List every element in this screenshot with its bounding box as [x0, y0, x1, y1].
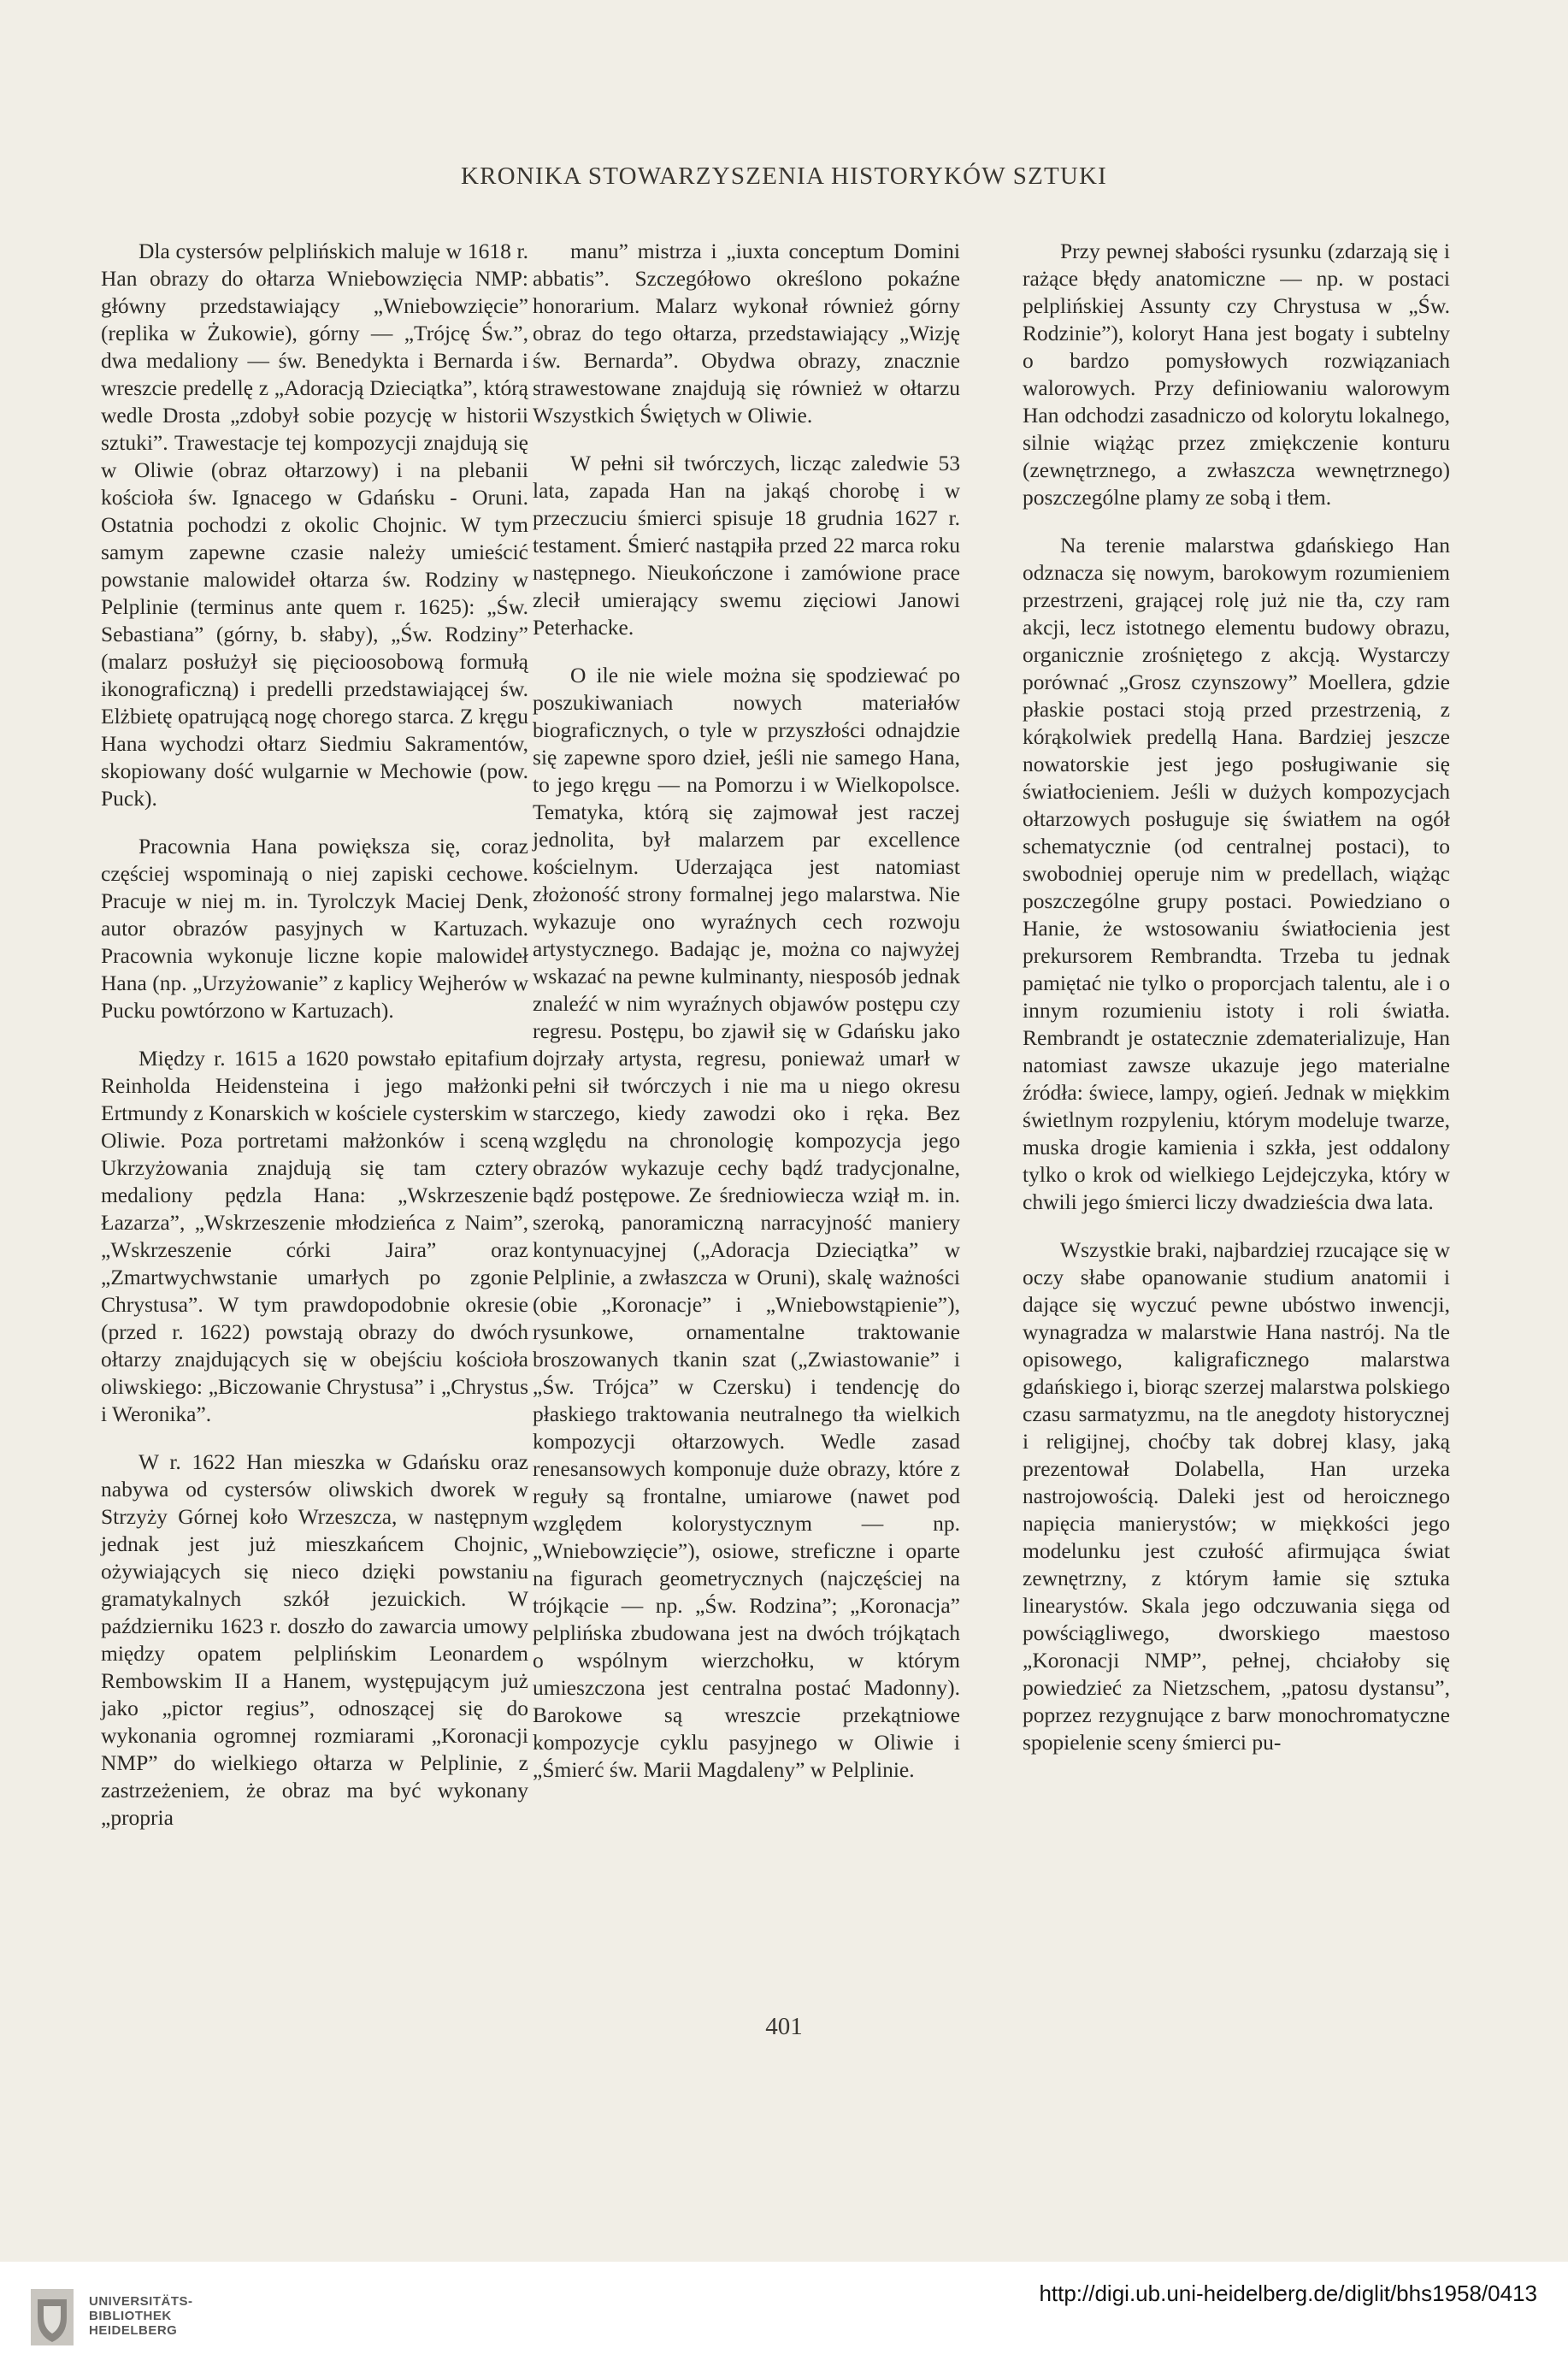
running-header: KRONIKA STOWARZYSZENIA HISTORYKÓW SZTUKI [460, 162, 1108, 190]
paragraph: W pełni sił twórczych, licząc zaledwie 53 lata, zapada Han na jakąś chorobę i w przeczuciu śmierci spisuje 18 grudnia 1627 r. testament. Śmierć nastąpiła przed 22 marca roku następnego. Nieukończone i zamówione prace zlecił umierający swemu zięciowi Janowi Peterhacke. [533, 451, 960, 640]
paragraph: manu” mistrza i „iuxta conceptum Domini abbatis”. Szczegółowo określono pokaźne honorarium. Malarz wykonał również górny obraz do tego ołtarza, przedstawiający „Wizję św. Bernarda”. Obydwa obrazy, znacznie strawestowane znajdują się również w ołtarzu Wszystkich Świętych w Oliwie. [533, 239, 960, 428]
paragraph: O ile nie wiele można się spodziewać po poszukiwaniach nowych materiałów biograficznych, o tyle w przyszłości odnajdzie się zapewne sporo dzieł, jeśli nie samego Hana, to jego kręgu — na Pomorzu i w Wielkopolsce. Tematyka, którą się zajmował jest raczej jednolita, był malarzem par excellence kościelnym. Uderzająca jest natomiast złożoność strony formalnej jego malarstwa. Nie wykazuje ono wyraźnych cech rozwoju artystycznego. Badając je, można co najwyżej wskazać na pewne kulminanty, niesposób jednak znaleźć w nim wyraźnych objawów postępu czy regresu. Postępu, bo zjawił się w Gdańsku jako dojrzały artysta, regresu, ponieważ umarł w pełni sił twórczych i nie ma u niego okresu starczego, kiedy zawodzi oko i ręka. Bez względu na chronologię kompozycja jego obrazów wykazuje cechy bądź tradycjonalne, bądź postępowe. Ze średniowiecza wziął m. in. szeroką, panoramiczną narracyjność maniery kontynuacyjnej („Adoracja Dzieciątka” w Pelplinie, a zwłaszcza w Oruni), skalę ważności (obie „Koronacje” i „Wniebowstąpienie”), rysunkowe, ornamentalne traktowanie broszowanych tkanin szat („Zwiastowanie” i „Św. Trójca” w Czersku) i tendencję do płaskiego traktowania neutralnego tła wielkich kompozycji ołtarzowych. Wedle zasad renesansowych komponuje duże obrazy, które z reguły są frontalne, umiarowe (nawet pod względem kolorystycznym — np. „Wniebowzięcie”), osiowe, streficzne i oparte na figurach geometrycznych (najczęściej na trójkącie — np. „Św. Rodzina”; „Koronacja” pelplińska zbudowana jest na dwóch trójkątach o wspólnym wierzchołku, w którym umieszczona jest centralna postać Madonny). Barokowe są wreszcie przekątniowe kompozycje cyklu pasyjnego w Oliwie i „Śmierć św. Marii Magdaleny” w Pelplinie. [533, 663, 960, 1782]
university-library-logo-icon[interactable] [29, 2287, 75, 2347]
library-name-line: HEIDELBERG [89, 2323, 178, 2338]
paragraph: W r. 1622 Han mieszka w Gdańsku oraz nabywa od cystersów oliwskich dworek w Strzyży Górnej koło Wrzeszcza, w następnym jednak jest już mieszkańcem Chojnic, ożywiających się nieco dzięki powstaniu gramatykalnych szkół jezuickich. W październiku 1623 r. doszło do zawarcia umowy między opatem pelplińskim Leonardem Rembowskim II a Hanem, występującym już jako „pictor regius”, odnoszącej się do wykonania ogromnej rozmiarami „Koronacji NMP” do wielkiego ołtarza w Pelplinie, z zastrzeżeniem, że obraz ma być wykonany „propria [101, 1449, 528, 1830]
text-column-1 [101, 238, 528, 1852]
paragraph: Między r. 1615 a 1620 powstało epitafium Reinholda Heidensteina i jego małżonki Ertmundy z Konarskich w kościele cysterskim w Oliwie. Poza portretami małżonków i sceną Ukrzyżowania znajdują się tam cztery medaliony pędzla Hana: „Wskrzeszenie Łazarza”, „Wskrzeszenie młodzieńca z Naim”, „Wskrzeszenie córki Jaira” oraz „Zmartwychwstanie umarłych po zgonie Chrystusa”. W tym prawdopodobnie okresie (przed r. 1622) powstają obrazy do dwóch ołtarzy znajdujących się w obejściu kościoła oliwskiego: „Biczowanie Chrystusa” i „Chrystus i Weronika”. [101, 1046, 528, 1426]
library-name [89, 2294, 193, 2338]
page-number: 401 [765, 2013, 803, 2040]
library-name-line: BIBLIOTHEK [89, 2309, 172, 2323]
text-column-2 [533, 238, 960, 1804]
footer-bar [0, 2262, 1568, 2366]
paragraph: Przy pewnej słabości rysunku (zdarzają się i rażące błędy anatomiczne — np. w postaci pelplińskiej Assunty czy Chrystusa w „Św. Rodzinie”), koloryt Hana jest bogaty i subtelny o bardzo pomysłowych rozwiązaniach walorowych. Przy definiowaniu walorowym Han odchodzi zasadniczo od kolorytu lokalnego, silnie wiążąc przez zmiękczenie konturu (zewnętrznego, a zwłaszcza wewnętrznego) poszczególne plamy ze sobą i tłem. [1023, 239, 1450, 510]
paragraph: Dla cystersów pelplińskich maluje w 1618 r. Han obrazy do ołtarza Wniebowzięcia NMP: główny przedstawiający „Wniebowzięcie” (replika w Żukowie), górny — „Trójcę Św.”, dwa medaliony — św. Benedykta i Bernarda i wreszcie predellę z „Adoracją Dzieciątka”, którą wedle Drosta „zdobył sobie pozycję w historii sztuki”. Trawestacje tej kompozycji znajdują się w Oliwie (obraz ołtarzowy) i na plebanii kościoła św. Ignacego w Gdańsku - Oruni. Ostatnia pochodzi z okolic Chojnic. W tym samym zapewne czasie należy umieścić powstanie malowideł ołtarza św. Rodziny w Pelplinie (terminus ante quem r. 1625): „Św. Sebastiana” (górny, b. słaby), „Św. Rodziny” (malarz posłużył się pięcioosobową formułą ikonograficzną) i predelli przedstawiającej św. Elżbietę opatrującą nogę chorego starca. Z kręgu Hana wychodzi ołtarz Siedmiu Sakramentów, skopiowany dość wulgarnie w Mechowie (pow. Puck). [101, 239, 528, 811]
text-column-3 [1023, 238, 1450, 1777]
paragraph: Pracownia Hana powiększa się, coraz częściej wspominają o niej zapiski cechowe. Pracuje w niej m. in. Tyrolczyk Maciej Denk, autor obrazów pasyjnych w Kartuzach. Pracownia wykonuje liczne kopie malowideł Hana (np. „Urzyżowanie” z kaplicy Wejherów w Pucku powtórzono w Kartuzach). [101, 834, 528, 1023]
source-url-link[interactable]: http://digi.ub.uni-heidelberg.de/diglit/bhs1958/0413 [1039, 2280, 1537, 2306]
paragraph: Wszystkie braki, najbardziej rzucające się w oczy słabe opanowanie studium anatomii i dające się wyczuć pewne ubóstwo inwencji, wynagradza w malarstwie Hana nastrój. Na tle opisowego, kaligraficznego malarstwa gdańskiego i, biorąc szerzej malarstwa polskiego czasu sarmatyzmu, na tle anegdoty historycznej i religijnej, choćby tak dobrej klasy, jaką prezentował Dolabella, Han urzeka nastrojowością. Daleki jest od heroicznego napięcia manierystów; w miękkości jego modelunku jest czułość afirmująca świat zewnętrzny, z którym łamie się sztuka linearystów. Skala jego odczuwania sięga od powściągliwego, dworskiego maestoso „Koronacji NMP”, pełnej, chciałoby się powiedzieć za Nietzschem, „patosu dystansu”, poprzez rezygnujące z barw monochromatyczne spopielenie sceny śmierci pu- [1023, 1237, 1450, 1755]
paragraph: Na terenie malarstwa gdańskiego Han odznacza się nowym, barokowym rozumieniem przestrzeni, grającej rolę już nie tła, czy ram akcji, lecz istotnego elementu budowy obrazu, organicznie zrośniętego z akcją. Wystarczy porównać „Grosz czynszowy” Moellera, gdzie płaskie postaci stoją przed przestrzenią, z kórąkolwiek predellą Hana. Bardziej jeszcze nowatorskie jest jego posługiwanie się światłocieniem. Jeśli w dużych kompozycjach ołtarzowych posługuje się światłem na ogół schematycznie (od centralnej postaci), to swobodniej operuje nim w predellach, wiążąc poszczególne grupy postaci. Powiedziano o Hanie, że wstosowaniu światłocienia jest prekursorem Rembrandta. Trzeba tu jednak pamiętać nie tylko o proporcjach talentu, ale i o innym rozumieniu istoty i roli światła. Rembrandt je ostatecznie zdematerializuje, Han natomiast zawsze ukazuje jego materialne źródła: świece, lampy, ogień. Jednak w miękkim świetlnym rozpyleniu, którym modeluje twarze, muska drogie kamienia i szkła, jest oddalony tylko o krok od wielkiego Lejdejczyka, który w chwili jego śmierci liczy dwadzieścia dwa lata. [1023, 533, 1450, 1214]
library-name-line: UNIVERSITÄTS- [89, 2294, 193, 2309]
